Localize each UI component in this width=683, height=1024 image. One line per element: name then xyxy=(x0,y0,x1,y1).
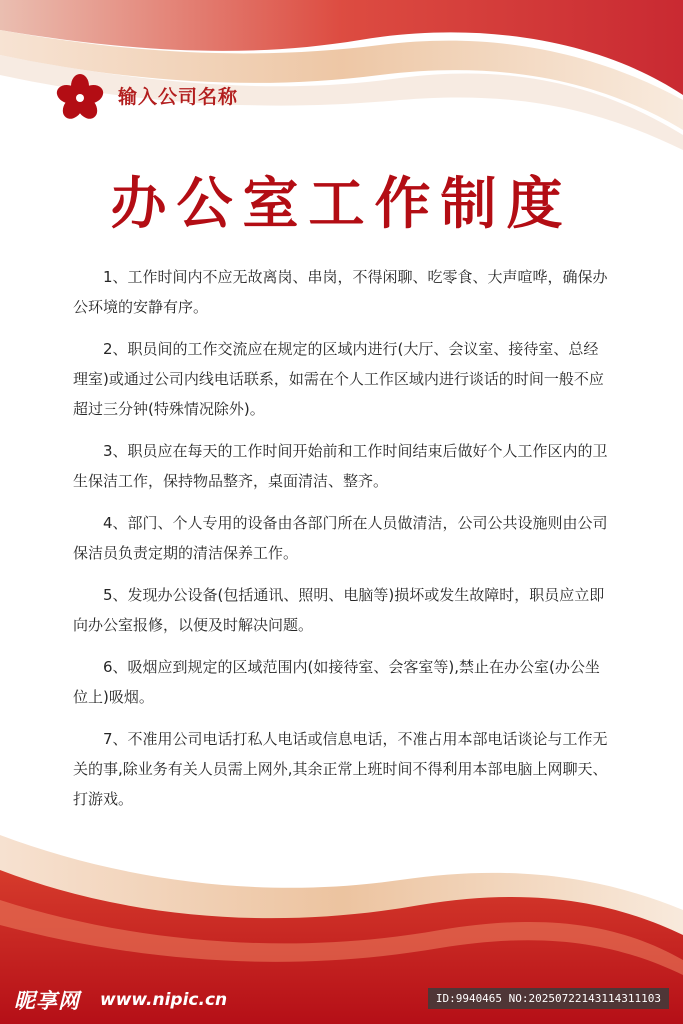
company-name-placeholder: 输入公司名称 xyxy=(118,86,239,108)
rule-item: 4、部门、个人专用的设备由各部门所在人员做清洁，公司公共设施则由公司保洁员负责定期的清洁保养工作。 xyxy=(73,514,608,562)
rules-list xyxy=(73,262,608,826)
watermark-id: ID:9940465 NO:20250722143114311103 xyxy=(428,988,669,1009)
watermark-site-name: 昵享网 xyxy=(14,989,80,1013)
page-title: 办公室工作制度 xyxy=(110,172,573,237)
watermark-url: www.nipic.cn xyxy=(100,990,228,1010)
rule-item: 2、职员间的工作交流应在规定的区域内进行(大厅、会议室、接待室、总经理室)或通过公司内线电话联系，如需在个人工作区域内进行谈话的时间一般不应超过三分钟(特殊情况除外)。 xyxy=(73,340,604,418)
rule-item: 5、发现办公设备(包括通讯、照明、电脑等)损坏或发生故障时，职员应立即向办公室报修，以便及时解决问题。 xyxy=(73,586,605,634)
flower-logo-icon xyxy=(55,73,105,123)
rule-item: 6、吸烟应到规定的区域范围内(如接待室、会客室等),禁止在办公室(办公坐位上)吸烟。 xyxy=(73,658,600,706)
rule-item: 7、不准用公司电话打私人电话或信息电话，不准占用本部电话谈论与工作无关的事,除业务有关人员需上网外,其余正常上班时间不得利用本部电脑上网聊天、打游戏。 xyxy=(73,730,608,808)
rule-item: 3、职员应在每天的工作时间开始前和工作时间结束后做好个人工作区内的卫生保洁工作，保持物品整齐，桌面清洁、整齐。 xyxy=(73,442,608,490)
rule-item: 1、工作时间内不应无故离岗、串岗，不得闲聊、吃零食、大声喧哗，确保办公环境的安静有序。 xyxy=(73,268,608,316)
